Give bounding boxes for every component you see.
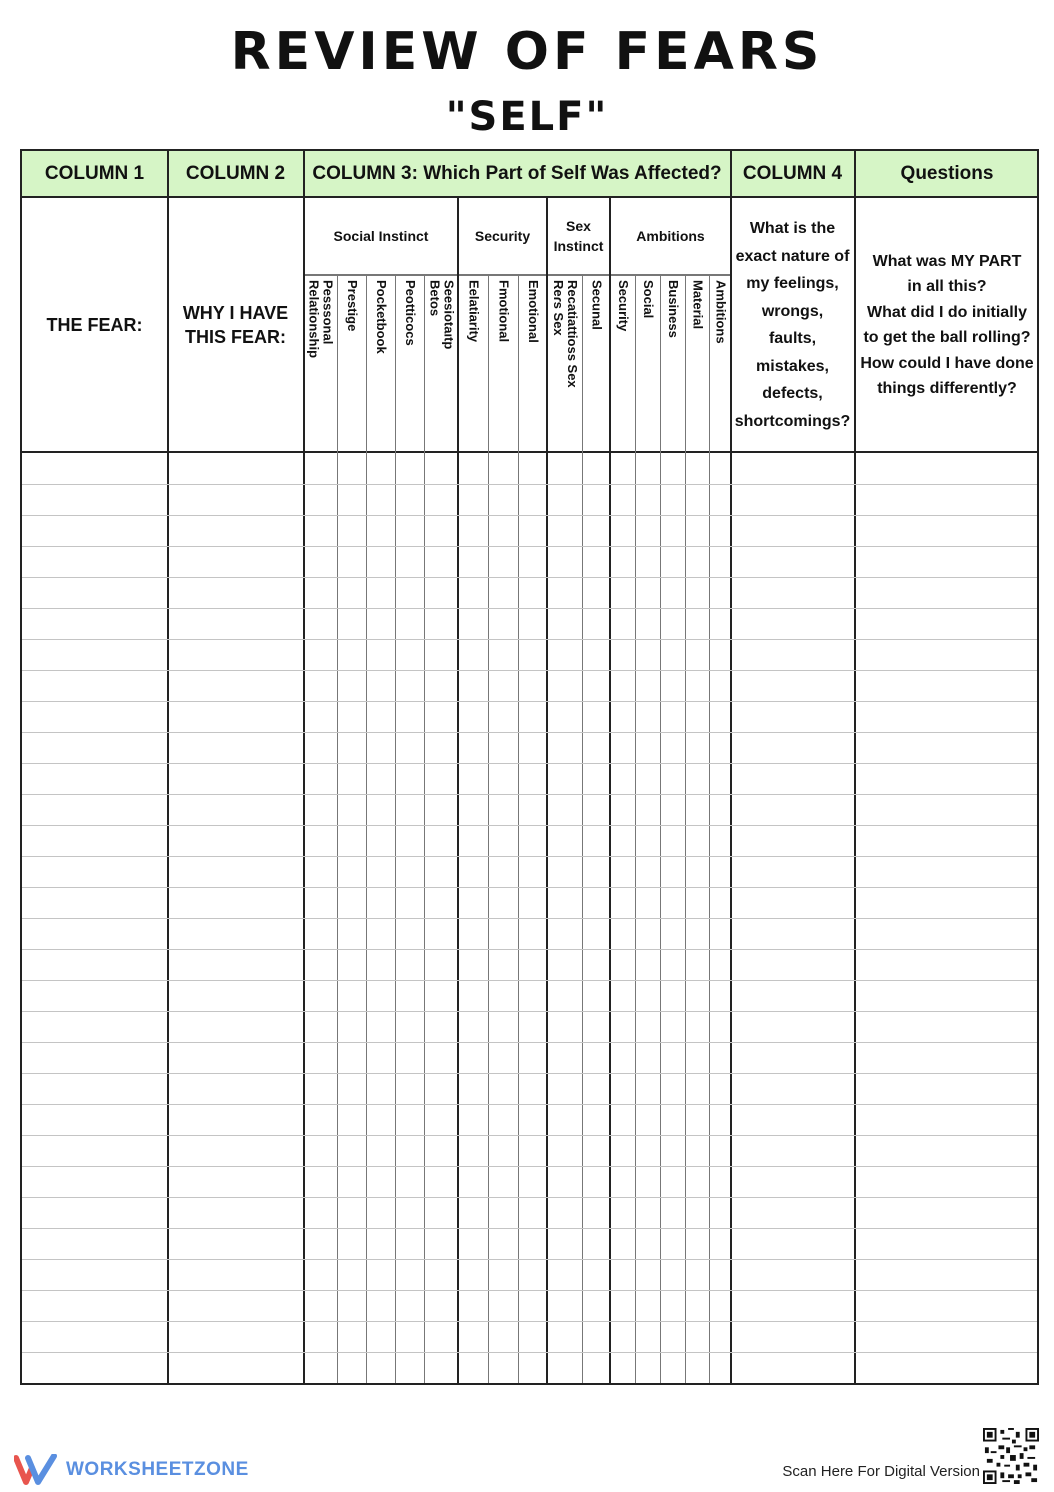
row-rule [22,701,1039,702]
body-top-divider [22,451,1039,453]
col-divider-4 [854,151,856,1383]
subcol-fmotional: Fmotional [496,280,512,343]
subcol-seesiotaitp-betos: Seesiotaıtp Betos [427,280,457,350]
subcol-line [395,275,396,1383]
group-ambitions: Ambitions [636,228,705,244]
row-rule [22,1228,1039,1229]
group-security: Security [474,228,531,244]
group-divider-1 [457,198,459,1383]
page-title: REVIEW OF FEARS [230,22,824,82]
subcol-line [424,275,425,1383]
col-divider-2 [303,151,305,1383]
row-rule [22,670,1039,671]
fears-table [20,149,1039,1385]
row-rule [22,1104,1039,1105]
row-rule [22,763,1039,764]
subcol-social: Social [641,280,656,319]
column-1-header: COLUMN 1 [22,151,167,197]
row-rule [22,1073,1039,1074]
questions-prompt: What was MY PART in all this? What did I do initially to get the ball rolling? How could I have done things differently? [860,252,1034,397]
row-rule [22,1352,1039,1353]
subcol-line [488,275,489,1383]
subcol-ambitions: Ambitions [713,280,729,344]
subcol-line [660,275,661,1383]
column-4-prompt: What is the exact nature of my feelings, wrongs, faults, mistakes, defects, shortcomings? [734,220,851,430]
subcol-business: Business [666,280,681,338]
row-rule [22,1042,1039,1043]
col-divider-1 [167,151,169,1383]
questions-header: Questions [855,151,1039,197]
group-divider-2 [546,198,548,1383]
row-rule [22,546,1039,547]
row-rule [22,887,1039,888]
scan-text: Scan Here For Digital Version [782,1463,980,1480]
subcol-prestige: Prestige [345,280,360,332]
subcol-peotticocs: Peotticocs [403,280,418,346]
row-rule [22,825,1039,826]
subcol-secunal: Secunal [589,280,605,330]
column-4-header: COLUMN 4 [731,151,854,197]
subcol-line [709,275,710,1383]
subcol-emotional: Emotional [526,280,541,343]
column-2-header: COLUMN 2 [168,151,303,197]
logo-mark-icon [14,1454,60,1486]
subcol-material: Material [690,280,706,330]
subcol-eelatiarity: Eelatiarity [466,280,482,343]
row-rule [22,639,1039,640]
row-rule [22,515,1039,516]
row-rule [22,484,1039,485]
subcol-recatiattioss-sex: Recatiattioss Sex Reɾs Sex [551,280,580,388]
row-rule [22,1259,1039,1260]
row-rule [22,1166,1039,1167]
subcol-line [635,275,636,1383]
subcol-line [685,275,686,1383]
row-rule [22,856,1039,857]
row-rule [22,732,1039,733]
row-rule [22,949,1039,950]
group-social-instinct: Social Instinct [333,228,429,244]
row-rule [22,918,1039,919]
group-sex-instinct: Sex Instinct [553,218,604,254]
subcol-security: Security [616,280,631,332]
row-rule [22,1135,1039,1136]
column-3-header: COLUMN 3: Which Part of Self Was Affected? [304,151,730,197]
subcol-pocketbook: Pocketbook [374,280,389,354]
row-rule [22,608,1039,609]
qr-code-icon[interactable] [983,1428,1039,1484]
col-divider-3 [730,151,732,1383]
brand-name: WORKSHEETZONE [66,1459,249,1480]
why-i-have-this-fear-label: WHY I HAVE THIS FEAR: [182,303,289,347]
group-divider-3 [609,198,611,1383]
row-rule [22,980,1039,981]
worksheetzone-logo[interactable] [14,1452,249,1488]
row-rule [22,794,1039,795]
row-rule [22,1290,1039,1291]
subcol-line [366,275,367,1383]
row-rule [22,1197,1039,1198]
page-subtitle: "SELF" [445,94,609,140]
the-fear-label: THE FEAR: [46,314,143,335]
subcol-personal-relationship: Pesssonal Relationship [306,280,336,359]
subcol-line [337,275,338,1383]
row-rule [22,1011,1039,1012]
row-rule [22,577,1039,578]
subcol-line [582,275,583,1383]
subcol-line [518,275,519,1383]
row-rule [22,1321,1039,1322]
